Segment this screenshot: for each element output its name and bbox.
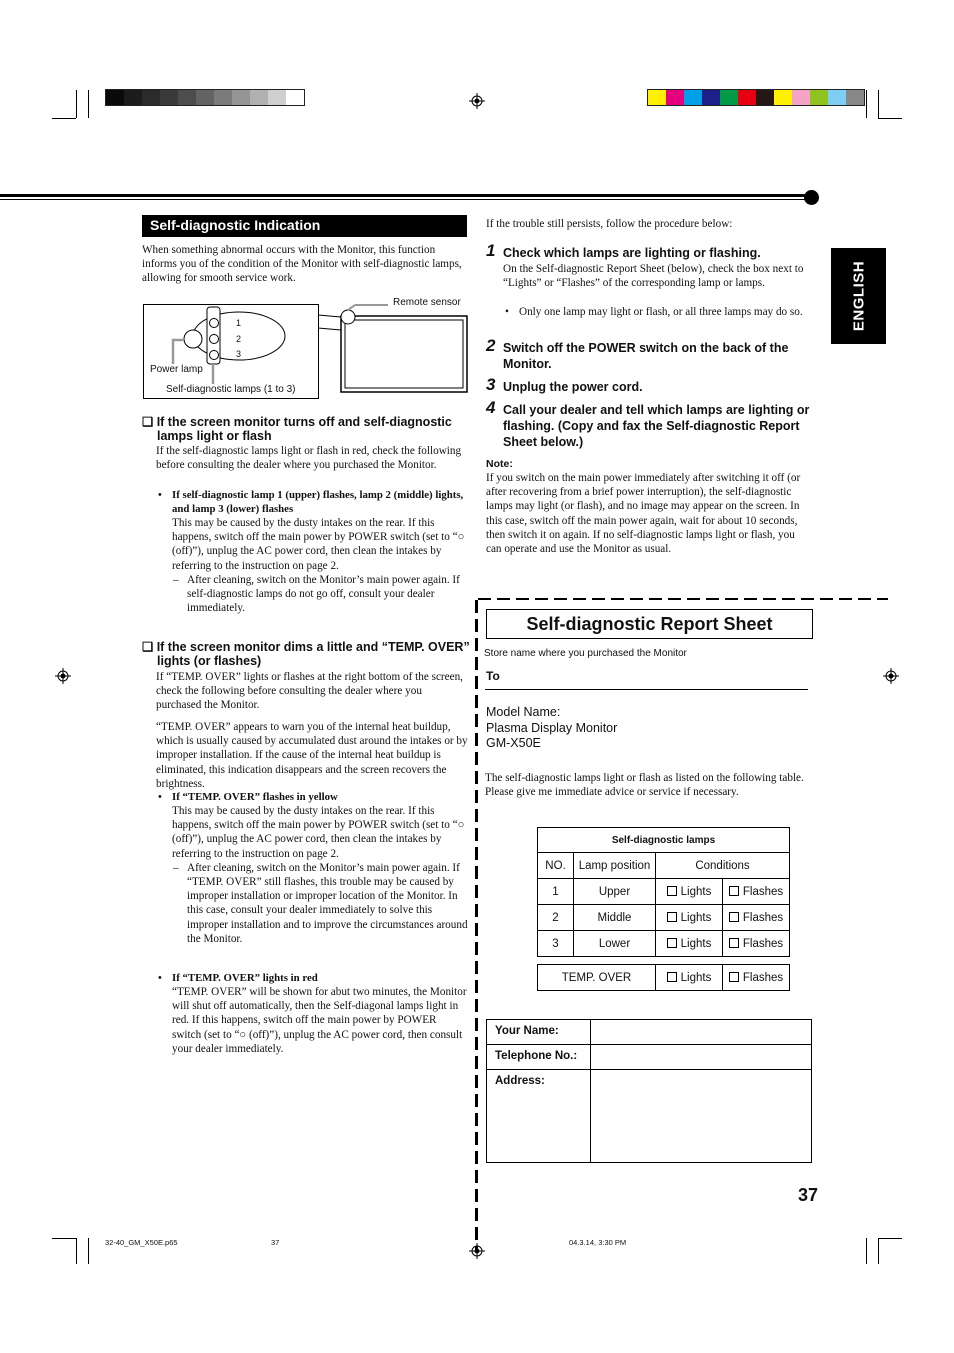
case1-bullet [158,488,468,615]
step1-body: On the Self-diagnostic Report Sheet (below), check the box next to “Lights” or “Flashes” of the corresponding lamp or lamps. [503,263,804,290]
calibration-swatch [124,90,142,105]
case1-bullet-body: This may be caused by the dusty intakes on the rear. If this happens, switch off the main power by POWER switch (set to “○ (off)”), unplug the AC power cord, then clean the intakes by referring to the instruction on page 2. [172,517,465,572]
calibration-swatch [738,90,756,105]
self-diag-lamps-label: Self-diagnostic lamps (1 to 3) [166,384,296,395]
grayscale-calibration-bar [105,89,305,106]
lights-label: Lights [680,971,712,984]
step-number: 1 [486,241,496,260]
crop-mark [76,90,77,118]
case2-bullet2-body: “TEMP. OVER” will be shown for abut two minutes, the Monitor will shut off automatically, then the Self-diagonal lamps light in red. If this happens, switch off the main power by POWER switch (set to “○ (off)”), unplug the AC power cord, then consult your dealer immediately. [172,986,467,1055]
step-title: Switch off the POWER switch on the back of the Monitor. [503,341,789,371]
col-no: NO. [538,853,574,879]
case2-bullet1-body: This may be caused by the dusty intakes on the rear. If this happens, switch off the main power by POWER switch (set to “○ (off)”), unplug the AC power cord, then clean the intakes by referring to the instruction on page 2. [172,805,465,860]
row-no: 1 [538,879,574,905]
color-calibration-bar [647,89,865,106]
calibration-swatch [250,90,268,105]
case1-body: If the self-diagnostic lamps light or flash in red, check the following before consulting the dealer where you purchased the Monitor. [156,445,462,472]
temp-over-table [537,964,790,991]
lights-label: Lights [680,885,712,898]
crop-mark [866,90,867,118]
language-tab [831,248,886,344]
case1-heading-line1: If the screen monitor turns off and self-diagnostic [156,415,452,429]
step-title: Unplug the power cord. [503,380,643,394]
bullet-dot-icon: • [158,972,162,984]
calibration-swatch [214,90,232,105]
flashes-label: Flashes [742,885,784,898]
calibration-swatch [792,90,810,105]
checkbox-icon[interactable] [729,972,739,982]
checkbox-icon[interactable] [729,938,739,948]
case1-bullet-title: If self-diagnostic lamp 1 (upper) flashes, lamp 2 (middle) lights, and lamp 3 (lower) flashes [172,489,464,515]
crop-mark [878,1238,902,1239]
calibration-swatch [142,90,160,105]
col-conditions: Conditions [656,853,790,879]
lights-option[interactable] [656,905,723,931]
cut-line [475,600,478,1250]
case2-bullet1-dash [173,861,468,946]
lamp-label-3: 3 [236,349,242,359]
checkbox-bullet-icon: ❑ [142,415,157,429]
registration-mark-icon [883,668,899,684]
calibration-swatch [666,90,684,105]
case2-body1: If “TEMP. OVER” lights or flashes at the right bottom of the screen, check the following before consulting the dealer where you purchased the Monitor. [156,671,463,712]
your-name-label: Your Name: [487,1020,591,1045]
cut-line [478,598,888,600]
flashes-option[interactable] [723,931,790,957]
case2-bullet2 [158,971,468,1056]
header-rule [0,199,810,200]
case2-heading-line2: lights (or flashes) [157,654,262,668]
lights-label: Lights [680,911,712,924]
address-field[interactable] [591,1070,812,1163]
crop-mark [878,118,902,119]
crop-mark [878,1238,879,1264]
bullet-dot-icon: • [158,791,162,803]
checkbox-icon[interactable] [667,912,677,922]
crop-mark [878,90,879,118]
crop-mark [76,1238,77,1264]
calibration-swatch [684,90,702,105]
page-number: 37 [798,1185,819,1205]
header-rule [0,194,810,197]
crop-mark [88,1238,89,1264]
case1-dash [173,573,468,616]
crop-mark [52,1238,76,1239]
table-row [538,931,790,957]
case2-body2: “TEMP. OVER” appears to warn you of the internal heat buildup, which is usually caused by accumulated dust around the intakes or by improper installation. If the cause of the internal heat buildup is eliminated, this indication disappears and the screen recovers the brightness. [156,721,468,790]
step-number: 2 [486,336,496,355]
crop-mark [866,1238,867,1264]
flashes-label: Flashes [742,911,784,924]
row-position: Middle [574,905,656,931]
section-title: Self-diagnostic Indication [142,215,467,237]
calibration-swatch [774,90,792,105]
registration-mark-icon [55,668,71,684]
calibration-swatch [178,90,196,105]
model-label: Model Name: [486,705,561,719]
remote-sensor-label: Remote sensor [393,297,461,308]
telephone-field[interactable] [591,1045,812,1070]
lights-label: Lights [680,937,712,950]
footer-file: 32-40_GM_X50E.p65 [105,1238,178,1247]
to-line [485,689,808,690]
temp-over-label: TEMP. OVER [538,965,656,991]
step1-bullet-text: Only one lamp may light or flash, or all three lamps may do so. [519,306,803,318]
crop-mark [88,90,89,118]
step-title: Check which lamps are lighting or flashing. [503,246,761,260]
registration-mark-icon [469,93,485,109]
note-body: If you switch on the main power immediately after switching it off (or after recovering from a brief power interruption), the self-diagnostic lamps may light (or flash), and no image may appear on the screen. In this case, switch off the main power again, wait for about 10 seconds, then switch it on again. If no self-diagnostic lamps light or flash, you can operate and use the Monitor as usual. [486,472,801,556]
lamp-label-1: 1 [236,318,242,328]
calibration-swatch [702,90,720,105]
checkbox-bullet-icon: ❑ [142,640,157,654]
case2-heading [142,640,472,668]
row-no: 2 [538,905,574,931]
case1-dash-text: After cleaning, switch on the Monitor’s main power again. If self-diagnostic lamps do not go off, consult your dealer immediately. [187,573,460,615]
header-rule-dot [804,190,819,205]
calibration-swatch [720,90,738,105]
step-number: 3 [486,375,496,394]
lights-option[interactable] [656,965,723,991]
table-row [538,965,790,991]
case2-bullet1-title: If “TEMP. OVER” flashes in yellow [172,791,338,803]
report-body: The self-diagnostic lamps light or flash as listed on the following table. Please give me immediate advice or service if necessary. [485,772,804,799]
checkbox-icon[interactable] [729,886,739,896]
row-no: 3 [538,931,574,957]
table-row [538,879,790,905]
bullet-dot-icon: • [158,489,162,501]
calibration-swatch [106,90,124,105]
power-lamp-label: Power lamp [150,364,203,375]
calibration-swatch [810,90,828,105]
lamps-table [537,827,790,957]
calibration-swatch [232,90,250,105]
flashes-option[interactable] [723,879,790,905]
model-line2: GM-X50E [486,736,541,750]
language-tab-label: ENGLISH [850,260,867,332]
step-number: 4 [486,398,496,417]
case2-bullet2-title: If “TEMP. OVER” lights in red [172,972,318,984]
lights-option[interactable] [656,879,723,905]
flashes-option[interactable] [723,965,790,991]
crop-mark [52,118,76,119]
telephone-label: Telephone No.: [487,1045,591,1070]
dash-icon: – [173,861,179,874]
contact-table [486,1019,812,1163]
flashes-option[interactable] [723,905,790,931]
monitor-diagram [143,297,469,399]
row-position: Upper [574,879,656,905]
dash-icon: – [173,573,179,586]
step-title: Call your dealer and tell which lamps are lighting or flashing. (Copy and fax the Self-diagnostic Report Sheet below.) [503,403,810,449]
procedure-intro: If the trouble still persists, follow the procedure below: [486,218,733,230]
footer-date: 04.3.14, 3:30 PM [569,1238,627,1247]
case2-heading-line1: If the screen monitor dims a little and “TEMP. OVER” [156,640,470,654]
col-lamp-position: Lamp position [574,853,656,879]
calibration-swatch [846,90,864,105]
step1-bullet [505,305,805,319]
calibration-swatch [286,90,304,105]
checkbox-icon[interactable] [667,938,677,948]
row-position: Lower [574,931,656,957]
case2-bullet1 [158,790,468,946]
calibration-swatch [196,90,214,105]
case1-heading [142,415,472,443]
lamps-table-caption: Self-diagnostic lamps [538,828,790,853]
calibration-swatch [756,90,774,105]
lamp-label-2: 2 [236,334,242,344]
calibration-swatch [268,90,286,105]
checkbox-icon[interactable] [667,972,677,982]
your-name-field[interactable] [591,1020,812,1045]
store-label: Store name where you purchased the Monitor [484,648,687,659]
address-label: Address: [487,1070,591,1163]
note-label: Note: [486,458,513,470]
calibration-swatch [160,90,178,105]
calibration-swatch [648,90,666,105]
report-sheet-title: Self-diagnostic Report Sheet [486,609,813,639]
checkbox-icon[interactable] [667,886,677,896]
case1-heading-line2: lamps light or flash [157,429,272,443]
lights-option[interactable] [656,931,723,957]
bullet-dot-icon: • [505,306,509,318]
model-block [486,705,617,752]
flashes-label: Flashes [742,937,784,950]
table-row [538,905,790,931]
to-label: To [486,669,500,683]
calibration-swatch [828,90,846,105]
model-line1: Plasma Display Monitor [486,720,618,735]
case2-bullet1-dash-text: After cleaning, switch on the Monitor’s main power again. If “TEMP. OVER” still flashes, this trouble may be caused by improper installation or improper location of the Monitor. In this case, consult your dealer immediately to solve this improper installation and to improve the circumstances around the Monitor. [187,861,468,945]
checkbox-icon[interactable] [729,912,739,922]
flashes-label: Flashes [742,971,784,984]
section-intro: When something abnormal occurs with the Monitor, this function informs you of the condition of the Monitor with self-diagnostic lamps, allowing for smooth service work. [142,244,462,285]
footer-page: 37 [271,1238,280,1247]
